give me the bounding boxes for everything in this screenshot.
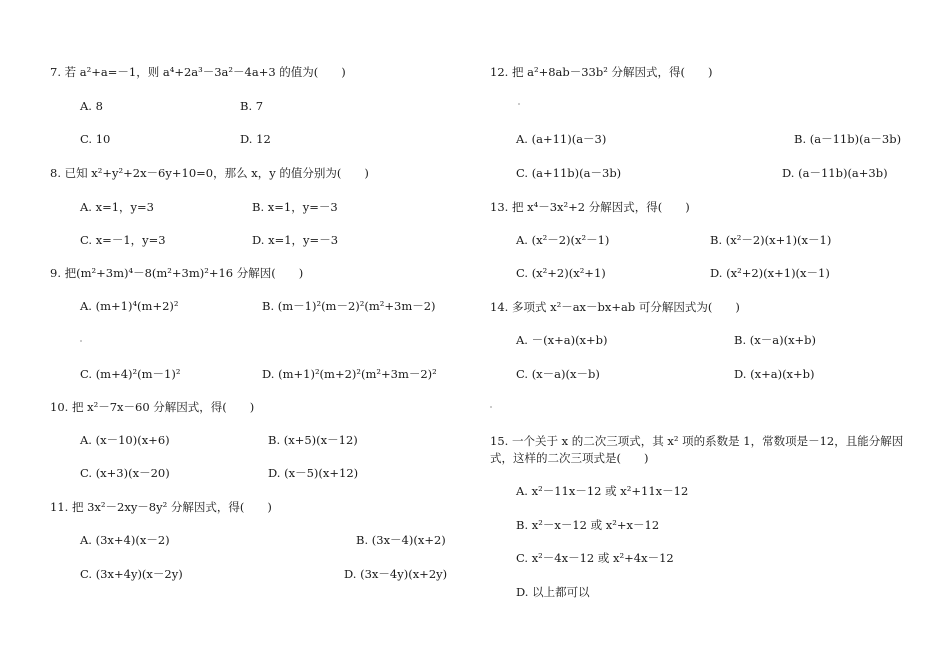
stray-mark: [518, 103, 520, 105]
q12-stem: 12. 把 a²+8ab－33b² 分解因式，得( ): [490, 65, 713, 79]
q11-stem: 11. 把 3x²－2xy－8y² 分解因式，得( ): [50, 500, 272, 514]
q14-option-c: C. (x－a)(x－b): [516, 367, 600, 381]
q14-option-d: D. (x+a)(x+b): [734, 367, 815, 381]
q8-stem: 8. 已知 x²+y²+2x－6y+10=0，那么 x，y 的值分别为( ): [50, 166, 369, 180]
q11-option-b: B. (3x－4)(x+2): [356, 533, 446, 547]
q13-option-c: C. (x²+2)(x²+1): [516, 266, 606, 280]
q12-option-a: A. (a+11)(a－3): [516, 132, 607, 146]
q7-stem: 7. 若 a²+a=－1，则 a⁴+2a³－3a²－4a+3 的值为( ): [50, 65, 346, 79]
q10-option-b: B. (x+5)(x－12): [268, 433, 358, 447]
q13-option-d: D. (x²+2)(x+1)(x－1): [710, 266, 830, 280]
q15-option-c: C. x²－4x－12 或 x²+4x－12: [516, 551, 674, 565]
q9-stem: 9. 把(m²+3m)⁴－8(m²+3m)²+16 分解因( ): [50, 266, 304, 280]
q11-option-a: A. (3x+4)(x－2): [80, 533, 170, 547]
q7-option-d: D. 12: [240, 132, 271, 146]
q13-stem: 13. 把 x⁴－3x²+2 分解因式，得( ): [490, 200, 690, 214]
q7-option-a: A. 8: [80, 99, 103, 113]
q10-option-a: A. (x－10)(x+6): [80, 433, 170, 447]
q15-stem-line1: 15. 一个关于 x 的二次三项式，其 x² 项的系数是 1，常数项是－12，且能分解因: [490, 434, 904, 448]
q15-stem-line2: 式，这样的二次三项式是( ): [490, 451, 649, 465]
q14-option-b: B. (x－a)(x+b): [734, 333, 817, 347]
q11-option-d: D. (3x－4y)(x+2y): [344, 567, 448, 581]
q9-option-c: C. (m+4)²(m－1)²: [80, 367, 181, 381]
q13-option-b: B. (x²－2)(x+1)(x－1): [710, 233, 832, 247]
q9-option-d: D. (m+1)²(m+2)²(m²+3m－2)²: [262, 367, 437, 381]
q8-option-a: A. x=1，y=3: [80, 200, 155, 214]
q8-option-b: B. x=1，y=－3: [252, 200, 338, 214]
q7-option-c: C. 10: [80, 132, 111, 146]
q15-option-d: D. 以上都可以: [516, 585, 590, 599]
q10-option-c: C. (x+3)(x－20): [80, 466, 170, 480]
q13-option-a: A. (x²－2)(x²－1): [516, 233, 610, 247]
q14-option-a: A. －(x+a)(x+b): [516, 333, 608, 347]
q9-option-a: A. (m+1)⁴(m+2)²: [80, 299, 179, 313]
q9-option-b: B. (m－1)²(m－2)²(m²+3m－2): [262, 299, 436, 313]
stray-mark: [490, 406, 492, 408]
q8-option-d: D. x=1，y=－3: [252, 233, 339, 247]
q8-option-c: C. x=－1，y=3: [80, 233, 166, 247]
q15-option-b: B. x²－x－12 或 x²+x－12: [516, 518, 660, 532]
q15-option-a: A. x²－11x－12 或 x²+11x－12: [516, 484, 689, 498]
q11-option-c: C. (3x+4y)(x－2y): [80, 567, 183, 581]
q14-stem: 14. 多项式 x²－ax－bx+ab 可分解因式为( ): [490, 300, 740, 314]
q10-option-d: D. (x－5)(x+12): [268, 466, 359, 480]
q7-option-b: B. 7: [240, 99, 264, 113]
q12-option-d: D. (a－11b)(a+3b): [782, 166, 888, 180]
q12-option-c: C. (a+11b)(a－3b): [516, 166, 622, 180]
stray-mark: [80, 340, 82, 342]
q10-stem: 10. 把 x²－7x－60 分解因式，得( ): [50, 400, 255, 414]
q12-option-b: B. (a－11b)(a－3b): [794, 132, 902, 146]
